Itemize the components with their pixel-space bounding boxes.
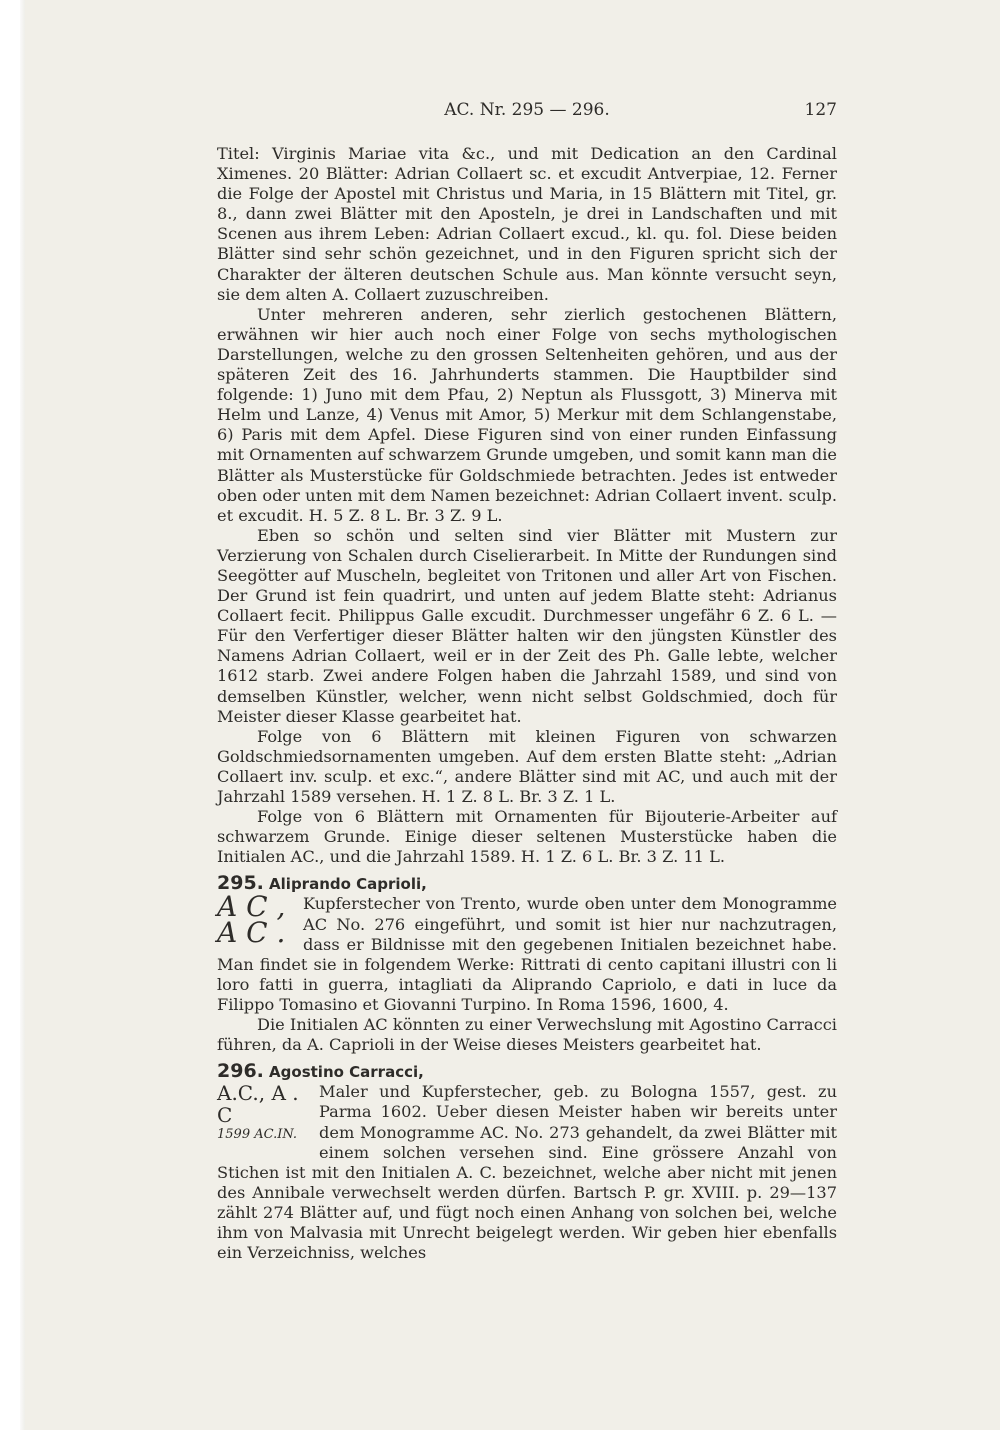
paragraph-schalen: Eben so schön und selten sind vier Blätter mit Mustern zur Verzierung von Schalen durch Ciselierarbeit. In Mitte der Rundungen sind Seegötter auf Muscheln, begleitet von Tritonen und aller Art von Fischen. Der Grund ist fein quadrirt, und unten auf jedem Blatte steht: Adrianus Collaert fecit. Philippus Galle excudit. Durchmesser ungefähr 6 Z. 6 L. — Für den Verfertiger dieser Blätter halten wir den jüngsten Künstler des Namens Adrian Collaert, weil er in der Zeit des Ph. Galle lebte, welcher 1612 starb. Zwei andere Folgen haben die Jahrzahl 1589, und sind von demselben Künstler, welcher, wenn nicht selbst Goldschmied, doch für Meister dieser Klasse gearbeitet hat.: [217, 525, 837, 726]
entry-296-heading: [217, 1061, 837, 1082]
paragraph-folge-figuren: Folge von 6 Blättern mit kleinen Figuren von schwarzen Goldschmiedsornamenten umgeben. Auf dem ersten Blatte steht: „Adrian Collaert inv. sculp. et exc.“, andere Blätter sind mit AC, und auch mit der Jahrzahl 1589 versehen. H. 1 Z. 8 L. Br. 3 Z. 1 L.: [217, 726, 837, 806]
monogram-ac-line1: A.C., A . C: [217, 1081, 299, 1128]
entry-295-number: 295.: [217, 872, 264, 895]
paragraph-titel: Titel: Virginis Mariae vita &c., und mit Dedication an den Cardinal Ximenes. 20 Blätter: Adrian Collaert sc. et excudit Antverpiae, 12. Ferner die Folge der Apostel mit Christus und Maria, in 15 Blättern mit Titel, gr. 8., dann zwei Blätter mit den Aposteln, je drei in Landschaften und mit Scenen aus ihrem Leben: Adrian Collaert excud., kl. qu. fol. Diese beiden Blätter sind sehr schön gezeichnet, und in den Figuren spricht sich der Charakter der älteren deutschen Schule aus. Man könnte versucht seyn, sie dem alten A. Collaert zuzuschreiben.: [217, 144, 837, 304]
page-header: [217, 100, 837, 124]
entry-295-heading: [217, 873, 837, 894]
entry-295-name: Aliprando Caprioli,: [269, 875, 427, 894]
entry-296: [217, 1061, 837, 1263]
entry-296-text: Maler und Kupferstecher, geb. zu Bologna 1557, gest. zu Parma 1602. Ueber diesen Meister haben wir bereits unter dem Monogramme AC. No. 273 gehandelt, da zwei Blätter mit einem solchen versehen sind. Eine grössere Anzahl von Stichen ist mit den Initialen A. C. bezeichnet, welche aber nicht mit jenen des Annibale verwechselt werden dürfen. Bartsch P. gr. XVIII. p. 29—137 zählt 274 Blätter auf, und fügt noch einen Anhang von solchen bei, welche ihm von Malvasia mit Unrecht beigelegt werden. Wir geben hier ebenfalls ein Verzeichniss, welches: [217, 1082, 837, 1263]
paragraph-mythological-series: Unter mehreren anderen, sehr zierlich gestochenen Blättern, erwähnen wir hier auch noch einer Folge von sechs mythologischen Darstellungen, welche zu den grossen Seltenheiten gehören, und aus der späteren Zeit des 16. Jahrhunderts stammen. Die Hauptbilder sind folgende: 1) Juno mit dem Pfau, 2) Neptun als Flussgott, 3) Minerva mit Helm und Lanze, 4) Venus mit Amor, 5) Merkur mit dem Schlangenstabe, 6) Paris mit dem Apfel. Diese Figuren sind von einer runden Einfassung mit Ornamenten auf schwarzem Grunde umgeben, und somit kann man die Blätter als Musterstücke für Goldschmiede betrachten. Jedes ist entweder oben oder unten mit dem Namen bezeichnet: Adrian Collaert invent. sculp. et excudit. H. 5 Z. 8 L. Br. 3 Z. 9 L.: [217, 304, 837, 525]
paragraph-folge-bijouterie: Folge von 6 Blättern mit Ornamenten für Bijouterie-Arbeiter auf schwarzem Grunde. Einige dieser seltenen Musterstücke haben die Initialen AC., und die Jahrzahl 1589. H. 1 Z. 6 L. Br. 3 Z. 11 L.: [217, 807, 837, 867]
entry-295: [217, 873, 837, 1055]
monogram-ac-line2: 1599 AC.IN.: [217, 1127, 298, 1143]
page-text: [217, 100, 837, 1263]
entry-295-note: Die Initialen AC könnten zu einer Verwechslung mit Agostino Carracci führen, da A. Caprioli in der Weise dieses Meisters gearbeitet hat.: [217, 1015, 837, 1055]
page-number: 127: [804, 100, 837, 120]
entry-296-name: Agostino Carracci,: [269, 1063, 424, 1082]
entry-296-monogram: [217, 1082, 313, 1144]
running-title: AC. Nr. 295 — 296.: [444, 100, 610, 120]
entry-295-text: Kupferstecher von Trento, wurde oben unter dem Monogramme AC No. 276 eingeführt, und somit ist hier nur nachzutragen, dass er Bildnisse mit den gegebenen Initialen bezeichnet habe. Man findet sie in folgendem Werke: Rittrati di cento capitani illustri con li loro fatti in guerra, intagliati da Aliprando Capriolo, e dati in luce da Filippo Tomasino et Giovanni Turpino. In Roma 1596, 1600, 4.: [217, 894, 837, 1014]
entry-296-number: 296.: [217, 1060, 264, 1083]
entry-295-monogram: [217, 890, 297, 950]
monogram-ac-glyphs: A C , A C .: [217, 890, 286, 950]
